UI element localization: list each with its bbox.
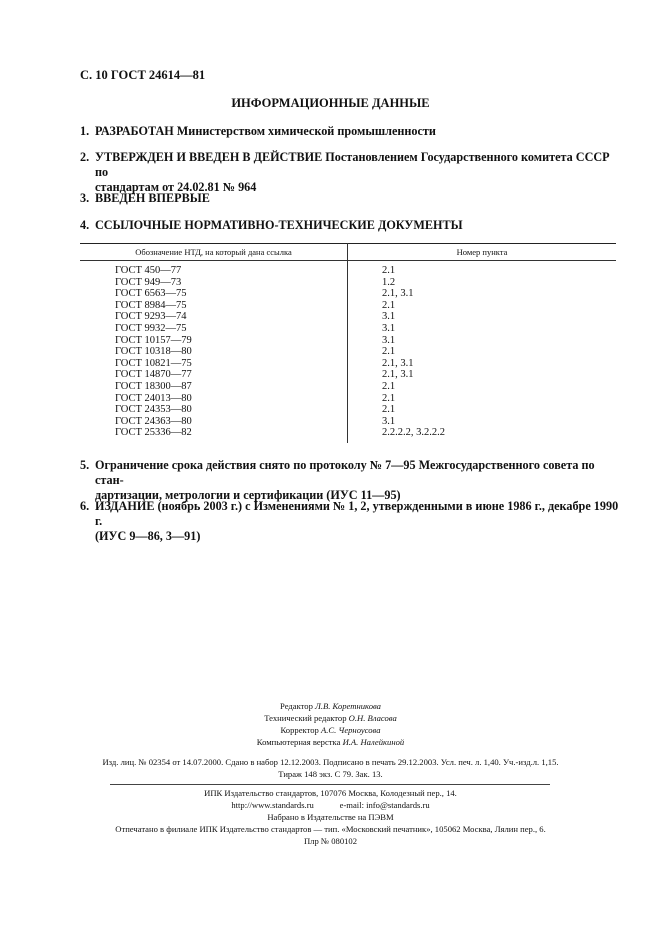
- cell-document: ГОСТ 10318—80: [115, 346, 192, 358]
- cell-document: ГОСТ 9293—74: [115, 311, 187, 323]
- column-header-item: Номер пункта: [456, 247, 508, 257]
- cell-item: 2.1: [382, 380, 396, 392]
- table-row: [80, 265, 616, 277]
- section-number: 6.: [80, 499, 90, 513]
- cell-item: 2.1: [382, 404, 396, 416]
- cell-item: 3.1: [382, 311, 396, 323]
- cell-item: 3.1: [382, 415, 396, 427]
- section-3: [80, 191, 620, 206]
- cell-document: ГОСТ 9932—75: [115, 322, 187, 334]
- imprint-divider: [110, 784, 550, 785]
- cell-item: 2.1, 3.1: [382, 369, 414, 381]
- section-text-line: дартизации, метрологии и сертификации (ИУС 11—95): [95, 488, 401, 502]
- cell-item: 3.1: [382, 334, 396, 346]
- imprint-tech-editor: [0, 713, 661, 725]
- section-4: [80, 218, 620, 233]
- cell-item: 2.2.2.2, 3.2.2.2: [382, 427, 445, 439]
- cell-document: ГОСТ 24013—80: [115, 392, 192, 404]
- tech-editor-label: Технический редактор: [264, 713, 347, 723]
- section-number: 3.: [80, 191, 90, 205]
- section-number: 4.: [80, 218, 90, 232]
- table-row: [80, 369, 616, 381]
- table-row: [80, 335, 616, 347]
- cell-document: ГОСТ 450—77: [115, 265, 182, 276]
- section-number: 1.: [80, 124, 90, 138]
- cell-document: ГОСТ 18300—87: [115, 380, 192, 392]
- table-row: [80, 288, 616, 300]
- section-6: [80, 499, 620, 544]
- cell-document: ГОСТ 25336—82: [115, 427, 192, 439]
- table-row: [80, 381, 616, 393]
- imprint-corrector: [0, 725, 661, 737]
- section-text-line: стандартам от 24.02.81 № 964: [95, 180, 257, 194]
- cell-item: 2.1: [382, 346, 396, 358]
- cell-item: 2.1: [382, 299, 396, 311]
- section-text: ВВЕДЕН ВПЕРВЫЕ: [95, 191, 210, 205]
- cell-document: ГОСТ 6563—75: [115, 288, 187, 300]
- section-text: РАЗРАБОТАН Министерством химической промышленности: [95, 124, 436, 138]
- column-header-document: Обозначение НТД, на который дана ссылка: [135, 247, 292, 257]
- table-row: [80, 277, 616, 289]
- cell-item: 2.1, 3.1: [382, 288, 414, 300]
- imprint-publisher: ИПК Издательство стандартов, 107076 Москва, Колодезный пер., 14.: [204, 788, 457, 798]
- table-row: [80, 311, 616, 323]
- cell-document: ГОСТ 14870—77: [115, 369, 192, 381]
- cell-document: ГОСТ 24353—80: [115, 404, 192, 416]
- table-row: [80, 393, 616, 405]
- cell-document: ГОСТ 24363—80: [115, 415, 192, 427]
- imprint-editor: [0, 701, 661, 713]
- editor-name: Л.В. Коретникова: [315, 701, 381, 711]
- table-row: [80, 346, 616, 358]
- document-title: ИНФОРМАЦИОННЫЕ ДАННЫЕ: [231, 96, 430, 110]
- table-top-rule: [80, 243, 616, 244]
- section-5: [80, 458, 620, 503]
- table-row: [80, 358, 616, 370]
- table-row: [80, 323, 616, 335]
- section-text-line: Ограничение срока действия снято по протоколу № 7—95 Межгосударственного совета по стан-: [95, 458, 595, 487]
- table-row: [80, 300, 616, 312]
- cell-item: 2.1: [382, 392, 396, 404]
- cell-item: 3.1: [382, 322, 396, 334]
- imprint-web: http://www.standards.ru e-mail: info@standards.ru: [231, 800, 430, 810]
- table-row: [80, 427, 616, 439]
- cell-item: 2.1: [382, 265, 396, 276]
- imprint-circulation-line: Тираж 148 экз. С 79. Зак. 13.: [278, 769, 383, 779]
- cell-document: ГОСТ 10157—79: [115, 334, 192, 346]
- cell-document: ГОСТ 949—73: [115, 276, 182, 288]
- table-row: [80, 416, 616, 428]
- corrector-name: А.С. Черноусова: [320, 725, 381, 735]
- cell-item: 2.1, 3.1: [382, 357, 414, 369]
- layout-label: Компьютерная верстка: [256, 737, 341, 747]
- section-1: [80, 124, 620, 139]
- section-text: ССЫЛОЧНЫЕ НОРМАТИВНО-ТЕХНИЧЕСКИЕ ДОКУМЕНТЫ: [95, 218, 463, 232]
- cell-item: 1.2: [382, 276, 396, 288]
- tech-editor-name: О.Н. Власова: [348, 713, 397, 723]
- page-header: С. 10 ГОСТ 24614—81: [80, 68, 206, 82]
- corrector-label: Корректор: [280, 725, 319, 735]
- imprint-printed: Отпечатано в филиале ИПК Издательство стандартов — тип. «Московский печатник», 105062 Москва, Лялин пер., 6.: [115, 824, 546, 834]
- editor-label: Редактор: [280, 701, 313, 711]
- table-header-rule: [80, 260, 616, 261]
- table-body: [80, 265, 616, 439]
- imprint-typeset: Набрано в Издательстве на ПЭВМ: [267, 812, 394, 822]
- table-row: [80, 404, 616, 416]
- section-text-line: ИЗДАНИЕ (ноябрь 2003 г.) с Изменениями № 1, 2, утвержденными в июне 1986 г., декабре 1990 г.: [95, 499, 619, 528]
- section-number: 5.: [80, 458, 90, 472]
- cell-document: ГОСТ 8984—75: [115, 299, 187, 311]
- section-2: [80, 150, 620, 195]
- imprint-layout: [0, 737, 661, 749]
- cell-document: ГОСТ 10821—75: [115, 357, 192, 369]
- section-text-line: УТВЕРЖДЕН И ВВЕДЕН В ДЕЙСТВИЕ Постановлением Государственного комитета СССР по: [95, 150, 610, 179]
- imprint-license-line: Изд. лиц. № 02354 от 14.07.2000. Сдано в набор 12.12.2003. Подписано в печать 29.12.2003. Усл. печ. л. 1,40. Уч.-изд.л. 1,15.: [102, 757, 559, 767]
- section-number: 2.: [80, 150, 90, 164]
- imprint-plr: Плр № 080102: [303, 836, 358, 846]
- layout-name: И.А. Налейкиной: [342, 737, 405, 747]
- section-text-line: (ИУС 9—86, 3—91): [95, 529, 201, 543]
